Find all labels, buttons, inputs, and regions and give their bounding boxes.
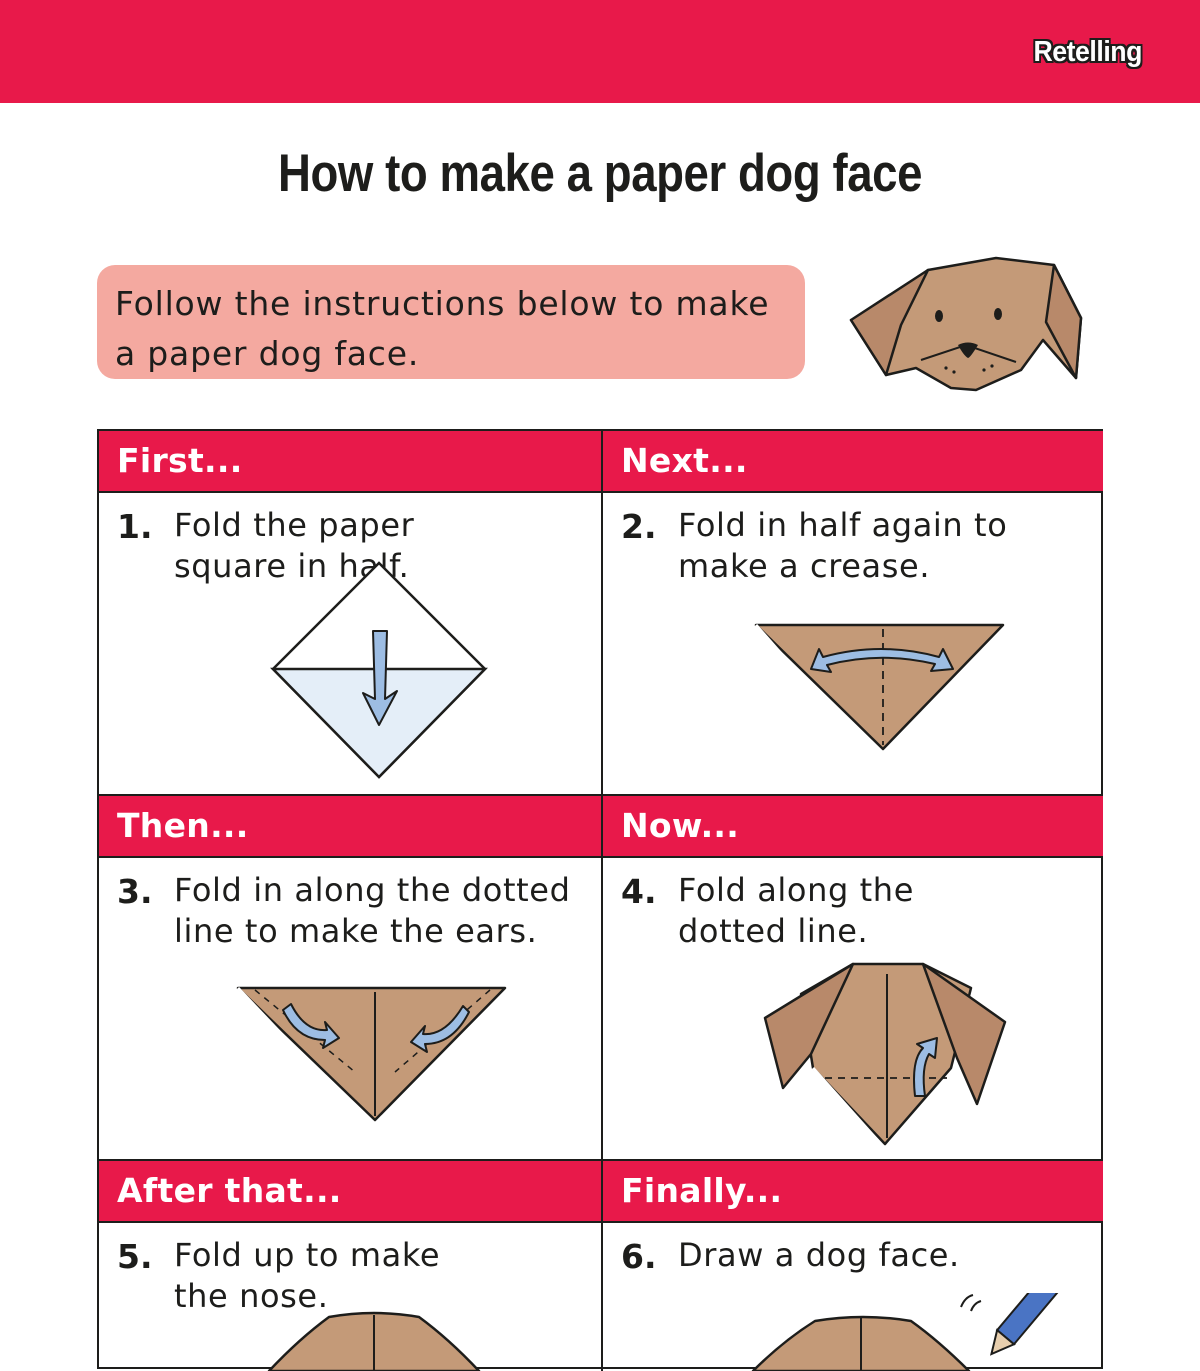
nose-fold-icon [259, 1309, 489, 1371]
step-cell-2 [601, 431, 1103, 796]
step-cell-1 [99, 431, 601, 796]
step-number: 1. [117, 507, 153, 546]
step-number: 2. [621, 507, 657, 546]
category-tag: Retelling [1033, 36, 1142, 68]
step-heading-5 [99, 1161, 601, 1223]
step-number: 6. [621, 1237, 657, 1276]
header-bar [0, 0, 1200, 103]
step-heading-4 [603, 796, 1103, 858]
steps-grid [97, 429, 1103, 1369]
step-heading-label: After that... [117, 1171, 342, 1210]
intro-box: Follow the instructions below to make a paper dog face. [97, 265, 805, 379]
step-cell-3 [99, 796, 601, 1161]
step-heading-label: Now... [621, 806, 740, 845]
step-cell-4 [601, 796, 1103, 1161]
step-heading-label: First... [117, 441, 243, 480]
pencil-drawing-icon [743, 1293, 1067, 1371]
step-heading-label: Next... [621, 441, 748, 480]
step-text: Draw a dog face. [678, 1236, 960, 1274]
step-heading-2 [603, 431, 1103, 493]
step-cell-6 [601, 1161, 1103, 1371]
step-heading-1 [99, 431, 601, 493]
step-heading-label: Finally... [621, 1171, 783, 1210]
triangle-ears-icon [235, 982, 509, 1124]
step-number: 5. [117, 1237, 153, 1276]
step-text: Fold the paper square in half. [174, 506, 415, 585]
dog-head-fold-icon [761, 958, 1007, 1148]
step-heading-3 [99, 796, 601, 858]
step-heading-label: Then... [117, 806, 249, 845]
triangle-crease-icon [753, 619, 1005, 753]
step-number: 3. [117, 872, 153, 911]
step-cell-5 [99, 1161, 601, 1371]
step-number: 4. [621, 872, 657, 911]
step-text: Fold up to make the nose. [174, 1236, 441, 1315]
step-text: Fold in half again to make a crease. [678, 506, 1008, 585]
step-text: Fold in along the dotted line to make the ears. [174, 871, 571, 950]
dog-face-illustration [846, 250, 1086, 395]
step-text: Fold along the dotted line. [678, 871, 914, 950]
folded-square-icon [269, 559, 489, 781]
step-heading-6 [603, 1161, 1103, 1223]
page-title: How to make a paper dog face [278, 144, 922, 203]
